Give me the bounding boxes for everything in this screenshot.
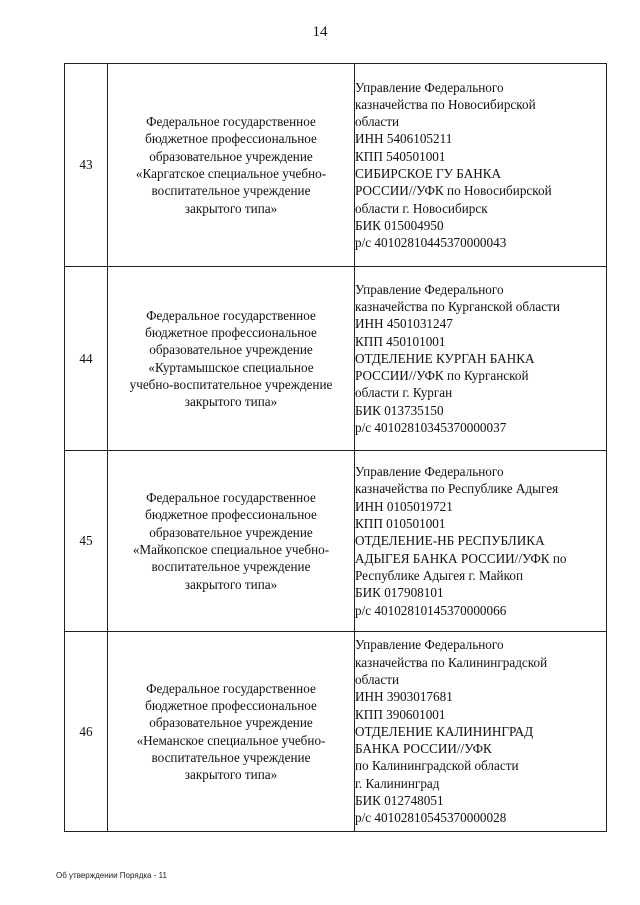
requisites-line: ОТДЕЛЕНИЕ КАЛИНИНГРАД bbox=[355, 723, 534, 739]
table-row bbox=[65, 267, 607, 451]
name-line: «Каргатское специальное учебно- bbox=[135, 166, 327, 181]
requisites-line: Управление Федерального bbox=[355, 79, 504, 95]
name-line: воспитательное учреждение bbox=[151, 183, 311, 199]
requisites-line: КПП 390601001 bbox=[355, 706, 446, 722]
payment-requisites bbox=[355, 632, 607, 832]
requisites-line: области г. Курган bbox=[355, 385, 453, 401]
row-number: 46 bbox=[65, 632, 108, 832]
payment-requisites bbox=[355, 64, 607, 267]
name-line: закрытого типа» bbox=[184, 767, 278, 783]
page-number: 14 bbox=[312, 24, 328, 40]
requisites-line: КПП 010501001 bbox=[355, 516, 446, 532]
institution-name bbox=[108, 451, 355, 632]
name-line: закрытого типа» bbox=[184, 576, 278, 592]
requisites-line: казначейства по Новосибирской bbox=[355, 96, 536, 112]
payment-requisites bbox=[355, 267, 607, 451]
row-number: 43 bbox=[65, 64, 108, 267]
institution-name bbox=[108, 267, 355, 451]
footer-note: Об утверждении Порядка - 11 bbox=[56, 871, 167, 880]
requisites-line: БИК 013735150 bbox=[355, 402, 444, 418]
name-line: бюджетное профессиональное bbox=[145, 697, 317, 713]
requisites-line: ОТДЕЛЕНИЕ КУРГАН БАНКА bbox=[355, 350, 535, 366]
name-line: закрытого типа» bbox=[184, 394, 278, 410]
requisites-line: РОССИИ//УФК по Курганской bbox=[355, 368, 529, 384]
requisites-line: р/с 40102810445370000043 bbox=[355, 235, 507, 251]
requisites-line: СИБИРСКОЕ ГУ БАНКА bbox=[355, 166, 502, 181]
requisites-line: АДЫГЕЯ БАНКА РОССИИ//УФК по bbox=[355, 550, 567, 566]
requisites-line: ИНН 5406105211 bbox=[355, 131, 453, 147]
name-line: образовательное учреждение bbox=[149, 342, 313, 358]
requisites-line: БАНКА РОССИИ//УФК bbox=[355, 741, 492, 757]
requisites-line: казначейства по Республике Адыгея bbox=[355, 481, 559, 497]
requisites-line: КПП 540501001 bbox=[355, 148, 446, 164]
name-line: Федеральное государственное bbox=[146, 680, 316, 696]
name-line: бюджетное профессиональное bbox=[145, 131, 317, 147]
name-line: учебно-воспитательное учреждение bbox=[129, 376, 333, 392]
name-line: Федеральное государственное bbox=[146, 114, 316, 130]
institution-name bbox=[108, 632, 355, 832]
requisites-line: БИК 015004950 bbox=[355, 217, 444, 233]
requisites-line: Управление Федерального bbox=[355, 637, 504, 653]
name-line: воспитательное учреждение bbox=[151, 749, 311, 765]
institutions-table bbox=[64, 63, 607, 832]
requisites-line: Управление Федерального bbox=[355, 281, 504, 297]
name-line: «Неманское специальное учебно- bbox=[136, 732, 326, 748]
name-line: Федеральное государственное bbox=[146, 307, 316, 323]
requisites-line: БИК 017908101 bbox=[355, 585, 444, 601]
requisites-line: РОССИИ//УФК по Новосибирской bbox=[355, 183, 552, 199]
requisites-line: казначейства по Курганской области bbox=[355, 298, 560, 314]
table-row bbox=[65, 451, 607, 632]
institution-name bbox=[108, 64, 355, 267]
requisites-line: ИНН 0105019721 bbox=[355, 498, 453, 514]
requisites-line: области г. Новосибирск bbox=[355, 200, 488, 216]
table-row bbox=[65, 64, 607, 267]
name-line: образовательное учреждение bbox=[149, 524, 313, 540]
requisites-line: ИНН 4501031247 bbox=[355, 316, 453, 332]
requisites-line: области bbox=[355, 114, 400, 130]
name-line: «Куртамышское специальное bbox=[148, 359, 314, 375]
requisites-line: г. Калининград bbox=[355, 775, 440, 791]
requisites-line: Управление Федерального bbox=[355, 464, 504, 480]
table-row bbox=[65, 632, 607, 832]
requisites-line: ИНН 3903017681 bbox=[355, 689, 453, 705]
requisites-line: ОТДЕЛЕНИЕ-НБ РЕСПУБЛИКА bbox=[355, 533, 545, 549]
requisites-line: р/с 40102810545370000028 bbox=[355, 810, 507, 826]
requisites-line: КПП 450101001 bbox=[355, 333, 446, 349]
requisites-line: р/с 40102810345370000037 bbox=[355, 420, 507, 436]
table-body bbox=[65, 64, 607, 832]
row-number: 44 bbox=[65, 267, 108, 451]
name-line: «Майкопское специальное учебно- bbox=[132, 542, 330, 557]
requisites-line: области bbox=[355, 671, 400, 687]
name-line: бюджетное профессиональное bbox=[145, 324, 317, 340]
name-line: Федеральное государственное bbox=[146, 490, 316, 506]
requisites-line: казначейства по Калининградской bbox=[355, 654, 548, 670]
name-line: образовательное учреждение bbox=[149, 715, 313, 731]
name-line: образовательное учреждение bbox=[149, 148, 313, 164]
name-line: воспитательное учреждение bbox=[151, 559, 311, 575]
requisites-line: р/с 40102810145370000066 bbox=[355, 602, 507, 618]
requisites-line: БИК 012748051 bbox=[355, 793, 444, 809]
requisites-line: Республике Адыгея г. Майкоп bbox=[355, 567, 524, 583]
name-line: закрытого типа» bbox=[184, 200, 278, 216]
requisites-line: по Калининградской области bbox=[355, 758, 519, 774]
name-line: бюджетное профессиональное bbox=[145, 507, 317, 523]
row-number: 45 bbox=[65, 451, 108, 632]
payment-requisites bbox=[355, 451, 607, 632]
